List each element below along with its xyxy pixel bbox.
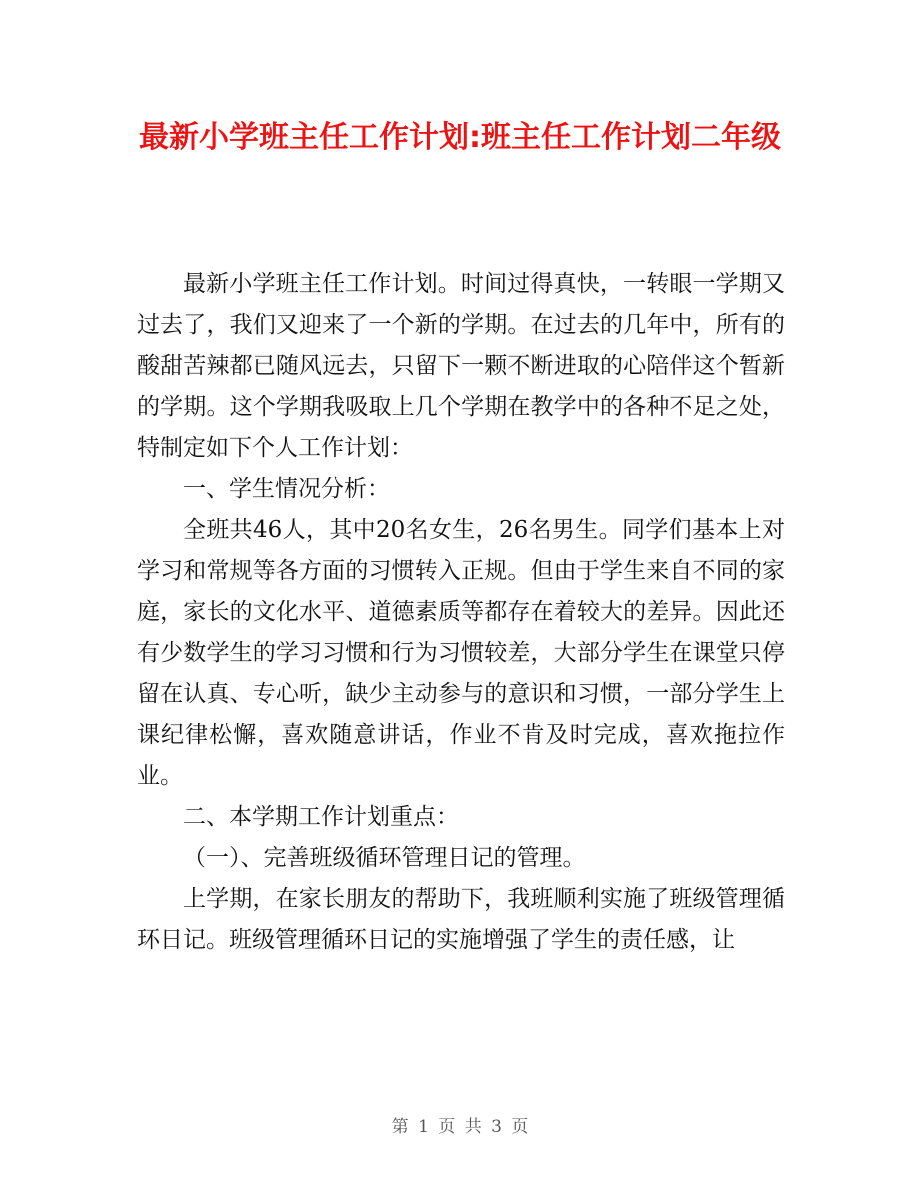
document-body [137,264,785,961]
paragraph-intro: 最新小学班主任工作计划。时间过得真快，一转眼一学期又过去了，我们又迎来了一个新的学期。在过去的几年中，所有的酸甜苦辣都已随风远去，只留下一颗不断进取的心陪伴这个暂新的学期。这个学期我吸取上几个学期在教学中的各种不足之处，特制定如下个人工作计划： [137,271,785,461]
paragraph-diary-management: 上学期，在家长朋友的帮助下，我班顺利实施了班级管理循环日记。班级管理循环日记的实施增强了学生的责任感，让 [137,886,785,953]
heading-work-plan: 二、本学期工作计划重点： [183,804,459,830]
document-title: 最新小学班主任工作计划:班主任工作计划二年级 [139,120,781,155]
page-footer: 第 1 页 共 3 页 [391,1117,529,1137]
paragraph-student-analysis: 全班共46人，其中20名女生，26名男生。同学们基本上对学习和常规等各方面的习惯转入正规。但由于学生来自不同的家庭，家长的文化水平、道德素质等都存在着较大的差异。因此还有少数学生的学习习惯和行为习惯较差，大部分学生在课堂只停留在认真、专心听，缺少主动参与的意识和习惯，一部分学生上课纪律松懈，喜欢随意讲话，作业不肯及时完成，喜欢拖拉作业。 [137,517,785,789]
heading-student-analysis: 一、学生情况分析： [183,476,390,502]
subheading-diary-management: （一）、完善班级循环管理日记的管理。 [183,845,586,871]
